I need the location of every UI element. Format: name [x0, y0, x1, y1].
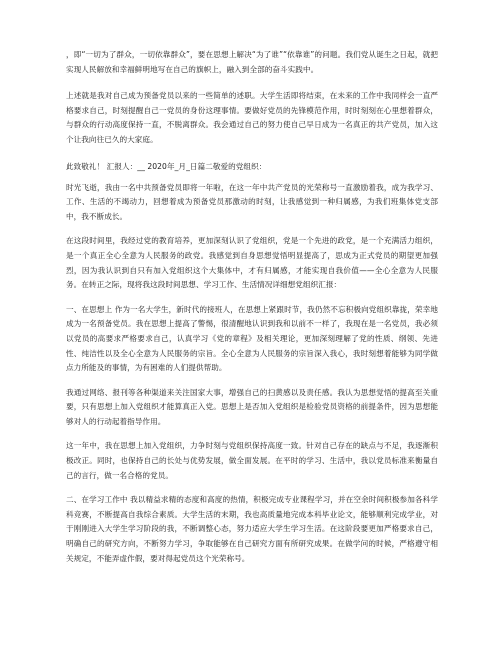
- paragraph-opening: 时光飞逝，我由一名中共预备党员即将一年啦，在这一年中共产党员的光荣称号一直激励着我，成为我学习、工作、生活的不竭动力，回想着成为预备党员那激动的时刻，让我感觉到一种归属感，为我们班集体党支部中，我不断成长。: [66, 182, 438, 221]
- paragraph-study-work-section: 二、在学习工作中 我以精益求精的态度和高度的热情，积极完成专业课程学习，并在空余时间积极参加各科学科竞赛，不断提高自我综合素质。大学生活的末期，我也高质量地完成本科毕业论文，能够顺利完成学业，对于刚刚进入大学生学习阶段的我，不断调整心态，努力适应大学生学习生活。在这阶段要更加严格要求自己，明确自己的研究方向，不断努力学习，争取能够在自己研究方面有所研究成果。在做学问的时候，严格遵守相关规定，不能弄虚作假，要对得起党员这个光荣称号。: [66, 495, 438, 563]
- paragraph-ideology-section: 一、在思想上 作为一名大学生，新时代的接班人，在思想上紧跟时节，我仍然不忘积极向党组织靠拢，荣幸地成为一名预备党员。我在思想上提高了警惕，很清醒地认识到我和以前不一样了，我现在是一名党员，我必须以党员的高要求严格要求自己，认真学习《党的章程》及相关理论，更加深刻理解了党的性质、纲领、先进性、纯洁性以及全心全意为人民服务的宗旨。全心全意为人民服务的宗旨深入我心，我时刻想着能够为同学做点力所能及的事情，为有困难的人们提供帮助。: [66, 304, 438, 373]
- paragraph-period-reflection: 在这段时间里，我经过党的教育培养，更加深刻认识了党组织，党是一个先进的政党，是一个充满活力组织，是一个真正全心全意为人民服务的政党。我感觉到自身思想觉悟明显提高了，思成为正式党员的期望更加强烈，因为我认识到自只有加入党组织这个大集体中，才有归属感，才能实现自我价值——全心全意为人民服务。在转正之际，现将我这段时间思想、学习工作、生活情况详细想党组织汇报：: [66, 236, 438, 290]
- paragraph-news-awareness: 我通过网络、报刊等各种渠道来关注国家大事，增强自己的扫黄感以及责任感。我认为思想觉悟的提高至关重要，只有思想上加入党组织才能算真正入党。思想上是否加入党组织是检验党员资格的前提条件，因为思想能够对人的行动起着指导作用。: [66, 387, 438, 426]
- paragraph-summary: 上述就是我对自己成为预备党员以来的一些简单的述职。大学生活即将结束，在未来的工作中我同样会一直严格要求自己，时刻提醒自己一党员的身份这理事情。要做好党员的先锋模范作用，时时刻刻在心里想着群众，与群众的行动高度保持一直，不脱离群众。我会通过自己的努力使自己早日成为一名真正的共产党员，加入这个让我向往已久的大家庭。: [66, 91, 438, 144]
- paragraph-closing-and-heading: 此致敬礼！ 汇报人：__ 2020年_月_日篇二敬爱的党组织：: [66, 161, 267, 171]
- paragraph-year-review: 这一年中，我在思想上加入党组织，力争时刻与党组织保持高度一致。针对自己存在的缺点与不足，我逐渐积极改正。同时，也保持自己的长处与优势发展，做全面发展。在平时的学习、生活中，我以党员标准来衡量自己的言行，做一名合格的党员。: [66, 441, 438, 480]
- paragraph-intro-continuation: ，即“一切为了群众，一切依靠群众”，要在思想上解决“为了谁”“依靠谁”的问题。我们党从诞生之日起，就把实现人民解放和幸福鲜明地写在自己的旗帜上，融入到全部的奋斗实践中。: [66, 50, 438, 74]
